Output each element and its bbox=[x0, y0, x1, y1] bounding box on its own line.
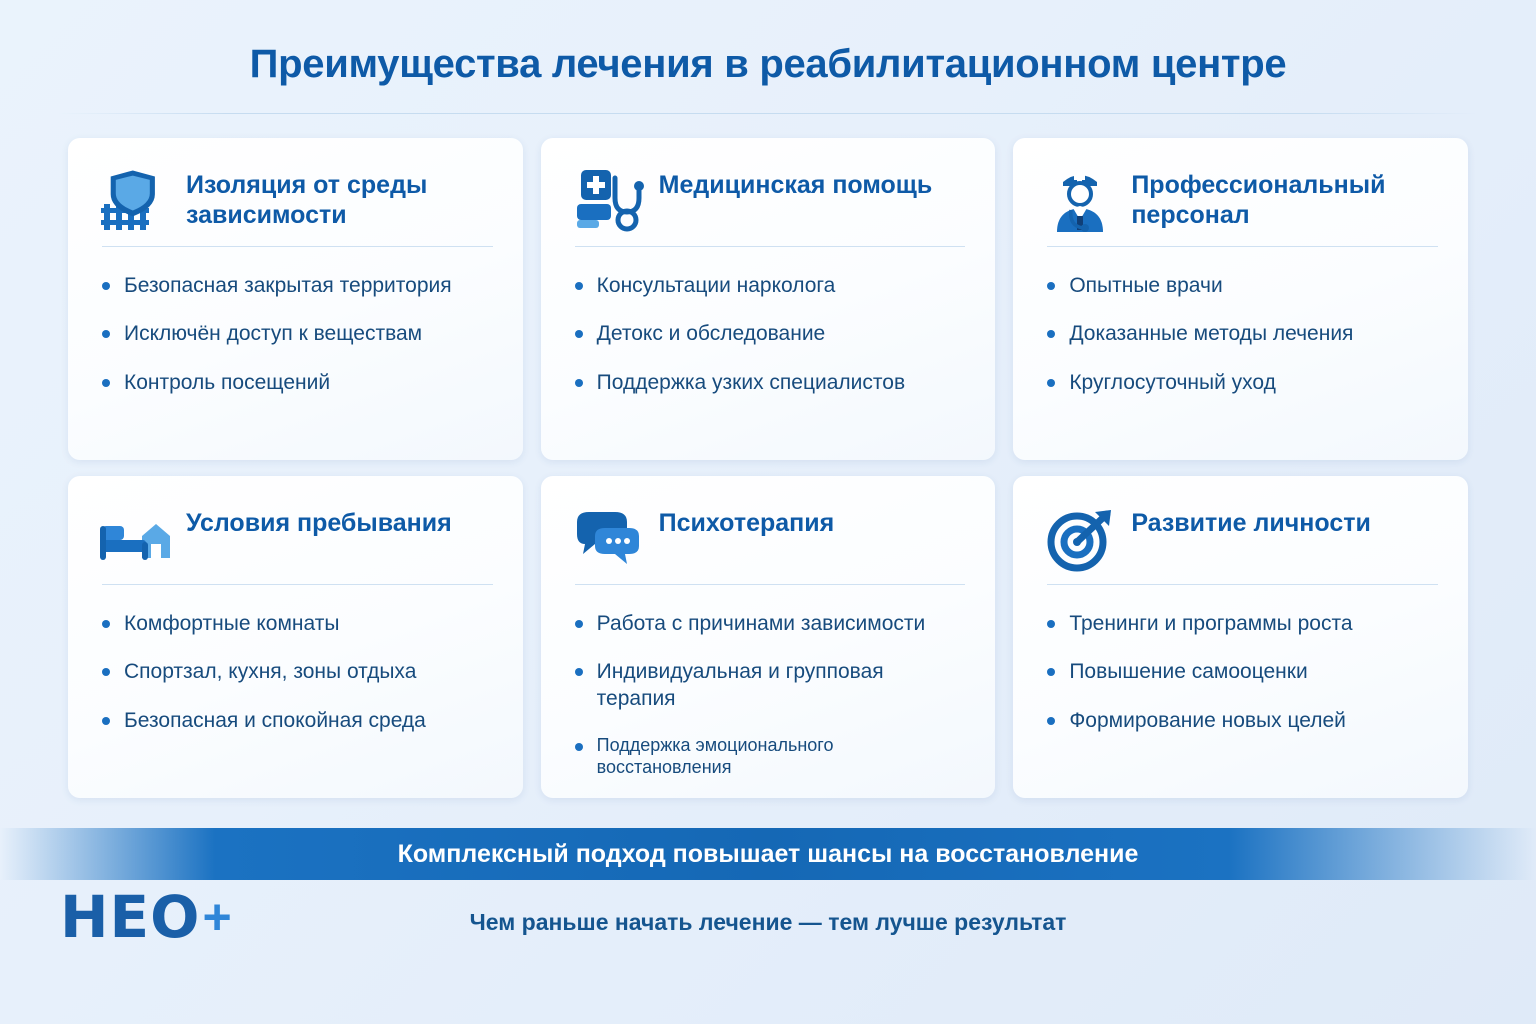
card-header bbox=[1043, 164, 1438, 238]
list-item: Поддержка эмоционального восстановления bbox=[571, 734, 966, 779]
list-item: Доказанные методы лечения bbox=[1043, 321, 1438, 347]
list-item: Опытные врачи bbox=[1043, 273, 1438, 299]
list-item: Формирование новых целей bbox=[1043, 708, 1438, 734]
benefit-card-personal-growth[interactable] bbox=[1013, 476, 1468, 798]
benefit-card-psychotherapy[interactable] bbox=[541, 476, 996, 798]
bed-house-icon bbox=[98, 502, 172, 576]
shield-fence-icon bbox=[98, 164, 172, 238]
card-divider bbox=[575, 246, 966, 247]
card-header bbox=[98, 164, 493, 238]
page-header bbox=[0, 0, 1536, 114]
list-item: Спортзал, кухня, зоны отдыха bbox=[98, 659, 493, 685]
list-item: Работа с причинами зависимости bbox=[571, 611, 966, 637]
card-bullet-list bbox=[98, 273, 493, 396]
list-item: Консультации нарколога bbox=[571, 273, 966, 299]
benefit-card-living-conditions[interactable] bbox=[68, 476, 523, 798]
card-bullet-list bbox=[571, 273, 966, 396]
card-divider bbox=[1047, 246, 1438, 247]
list-item: Круглосуточный уход bbox=[1043, 370, 1438, 396]
title-divider bbox=[58, 113, 1478, 114]
list-item: Исключён доступ к веществам bbox=[98, 321, 493, 347]
card-header bbox=[571, 164, 966, 238]
page-title: Преимущества лечения в реабилитационном центре bbox=[249, 42, 1287, 86]
card-bullet-list bbox=[571, 611, 966, 779]
card-header bbox=[571, 502, 966, 576]
card-bullet-list bbox=[1043, 273, 1438, 396]
benefits-grid bbox=[68, 138, 1468, 798]
logo-plus-icon: + bbox=[202, 889, 232, 945]
card-title: Условия пребывания bbox=[186, 509, 452, 537]
card-divider bbox=[102, 584, 493, 585]
card-header bbox=[1043, 502, 1438, 576]
doctor-icon bbox=[1043, 164, 1117, 238]
card-title: Изоляция от среды зависимости bbox=[186, 171, 428, 229]
list-item: Детокс и обследование bbox=[571, 321, 966, 347]
benefit-card-isolation[interactable] bbox=[68, 138, 523, 460]
card-title: Медицинская помощь bbox=[658, 171, 933, 199]
logo[interactable] bbox=[60, 883, 232, 951]
card-title: Психотерапия bbox=[658, 509, 835, 537]
list-item: Безопасная и спокойная среда bbox=[98, 708, 493, 734]
benefit-card-medical-help[interactable] bbox=[541, 138, 996, 460]
card-divider bbox=[575, 584, 966, 585]
list-item: Индивидуальная и групповая терапия bbox=[571, 659, 966, 712]
speech-bubbles-icon bbox=[571, 502, 645, 576]
banner-text: Комплексный подход повышает шансы на восстановление bbox=[397, 839, 1139, 868]
list-item: Контроль посещений bbox=[98, 370, 493, 396]
card-header bbox=[98, 502, 493, 576]
card-title: Профессиональный персонал bbox=[1131, 171, 1386, 229]
card-bullet-list bbox=[98, 611, 493, 734]
benefit-card-professional-staff[interactable] bbox=[1013, 138, 1468, 460]
card-divider bbox=[1047, 584, 1438, 585]
list-item: Повышение самооценки bbox=[1043, 659, 1438, 685]
card-title: Развитие личности bbox=[1131, 509, 1371, 537]
medical-kit-stethoscope-icon bbox=[571, 164, 645, 238]
summary-banner bbox=[0, 828, 1536, 880]
list-item: Тренинги и программы роста bbox=[1043, 611, 1438, 637]
list-item: Комфортные комнаты bbox=[98, 611, 493, 637]
target-arrow-icon bbox=[1043, 502, 1117, 576]
footer-note-text: Чем раньше начать лечение — тем лучше результат bbox=[469, 908, 1067, 935]
list-item: Поддержка узких специалистов bbox=[571, 370, 966, 396]
logo-text: НЕО bbox=[60, 883, 201, 951]
card-bullet-list bbox=[1043, 611, 1438, 734]
card-divider bbox=[102, 246, 493, 247]
list-item: Безопасная закрытая территория bbox=[98, 273, 493, 299]
